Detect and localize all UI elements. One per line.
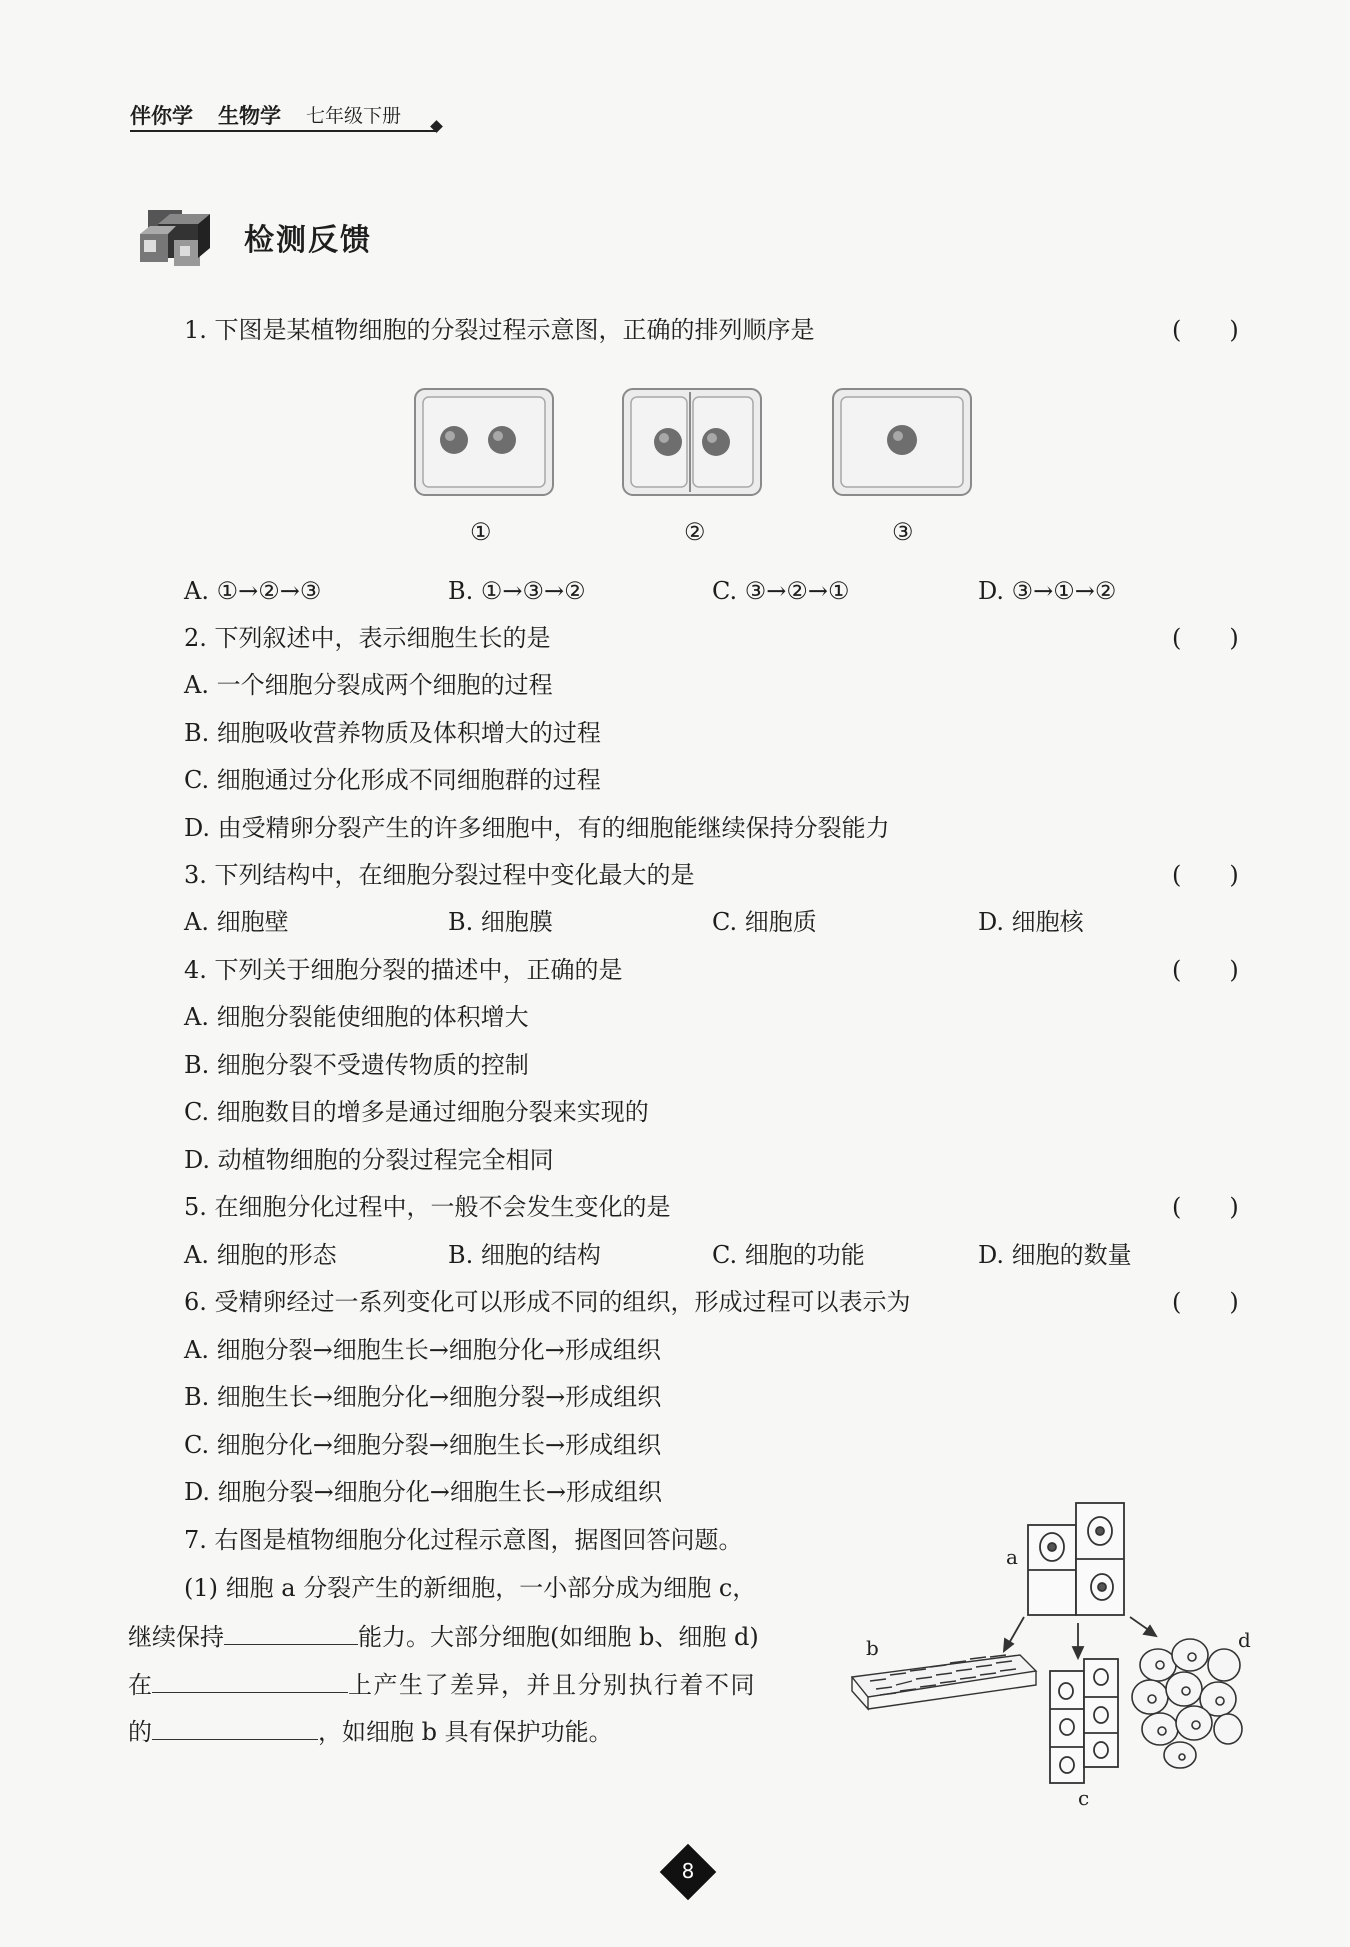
q7-cell-d-group <box>1132 1639 1242 1768</box>
q7-cell-c-group <box>1050 1659 1118 1783</box>
page-number: 8 <box>681 1859 695 1883</box>
q6-option-c[interactable]: C. 细胞分化→细胞分裂→细胞生长→形成组织 <box>184 1431 662 1459</box>
q7-blank-3[interactable] <box>152 1717 318 1740</box>
cube-icon <box>130 196 240 274</box>
q7-cell-a-group <box>1028 1503 1124 1615</box>
q4-answer-paren[interactable]: ( ) <box>1172 956 1239 984</box>
q2-option-b[interactable]: B. 细胞吸收营养物质及体积增大的过程 <box>184 719 601 747</box>
q4-option-d[interactable]: D. 动植物细胞的分裂过程完全相同 <box>184 1146 554 1174</box>
header-rule <box>130 130 436 132</box>
q5-option-a[interactable]: A. 细胞的形态 <box>184 1241 337 1269</box>
q4-option-b[interactable]: B. 细胞分裂不受遗传物质的控制 <box>184 1051 529 1079</box>
header-brand: 伴你学 <box>130 104 193 128</box>
q4-option-a[interactable]: A. 细胞分裂能使细胞的体积增大 <box>184 1003 529 1031</box>
q2-option-c[interactable]: C. 细胞通过分化形成不同细胞群的过程 <box>184 766 601 794</box>
q2-option-d[interactable]: D. 由受精卵分裂产生的许多细胞中，有的细胞能继续保持分裂能力 <box>184 814 890 842</box>
section-title: 检测反馈 <box>244 223 372 258</box>
q1-cell-2 <box>620 386 764 498</box>
q1-figure-label-3: ③ <box>892 518 914 546</box>
q7-figure-label-d: d <box>1238 1628 1251 1652</box>
q7-stem: 7. 右图是植物细胞分化过程示意图，据图回答问题。 <box>184 1526 743 1554</box>
q7-blank-1[interactable] <box>224 1622 358 1645</box>
q1-option-b[interactable]: B. ①→③→② <box>448 577 586 605</box>
q7-figure-label-c: c <box>1078 1786 1090 1810</box>
q7-line3-prefix: 在 <box>128 1671 152 1699</box>
q2-option-a[interactable]: A. 一个细胞分裂成两个细胞的过程 <box>184 671 553 699</box>
q3-option-a[interactable]: A. 细胞壁 <box>184 908 289 936</box>
q3-answer-paren[interactable]: ( ) <box>1172 861 1239 889</box>
q3-option-c[interactable]: C. 细胞质 <box>712 908 817 936</box>
q3-option-d[interactable]: D. 细胞核 <box>978 908 1084 936</box>
q7-arrows <box>1004 1617 1156 1658</box>
q5-option-d[interactable]: D. 细胞的数量 <box>978 1241 1132 1269</box>
q7-part1-line3 <box>128 1670 756 1700</box>
q7-part1-line1: (1) 细胞 a 分裂产生的新细胞，一小部分成为细胞 c， <box>184 1574 757 1602</box>
q1-stem: 1. 下图是某植物细胞的分裂过程示意图，正确的排列顺序是 <box>184 316 815 344</box>
page-number-badge <box>668 1852 708 1892</box>
q6-option-d[interactable]: D. 细胞分裂→细胞分化→细胞生长→形成组织 <box>184 1478 662 1506</box>
q6-answer-paren[interactable]: ( ) <box>1172 1288 1239 1316</box>
q1-answer-paren[interactable]: ( ) <box>1172 316 1239 344</box>
q1-cell-1 <box>412 386 556 498</box>
q1-figure-label-2: ② <box>684 518 706 546</box>
q5-option-c[interactable]: C. 细胞的功能 <box>712 1241 865 1269</box>
q7-blank-2[interactable] <box>152 1670 348 1693</box>
q7-part1-line2 <box>128 1622 759 1652</box>
q7-figure-label-a: a <box>1006 1545 1018 1569</box>
q6-stem: 6. 受精卵经过一系列变化可以形成不同的组织，形成过程可以表示为 <box>184 1288 911 1316</box>
q1-figure-label-1: ① <box>470 518 492 546</box>
q5-answer-paren[interactable]: ( ) <box>1172 1193 1239 1221</box>
q7-line2-suffix: 能力。大部分细胞(如细胞 b、细胞 d) <box>358 1623 759 1651</box>
q7-figure-label-b: b <box>866 1636 879 1660</box>
q1-option-a[interactable]: A. ①→②→③ <box>184 577 322 605</box>
q3-stem: 3. 下列结构中，在细胞分裂过程中变化最大的是 <box>184 861 695 889</box>
q3-option-b[interactable]: B. 细胞膜 <box>448 908 553 936</box>
q6-option-a[interactable]: A. 细胞分裂→细胞生长→细胞分化→形成组织 <box>184 1336 661 1364</box>
q7-line4-prefix: 的 <box>128 1718 152 1746</box>
header-subject: 生物学 <box>218 104 281 128</box>
q4-stem: 4. 下列关于细胞分裂的描述中，正确的是 <box>184 956 623 984</box>
q1-option-d[interactable]: D. ③→①→② <box>978 577 1117 605</box>
q4-option-c[interactable]: C. 细胞数目的增多是通过细胞分裂来实现的 <box>184 1098 649 1126</box>
q1-option-c[interactable]: C. ③→②→① <box>712 577 850 605</box>
q7-cell-b-tissue <box>852 1655 1036 1709</box>
q6-option-b[interactable]: B. 细胞生长→细胞分化→细胞分裂→形成组织 <box>184 1383 662 1411</box>
q7-differentiation-figure <box>840 1495 1260 1810</box>
q5-option-b[interactable]: B. 细胞的结构 <box>448 1241 601 1269</box>
q7-line3-suffix: 上产生了差异，并且分别执行着不同 <box>348 1671 756 1699</box>
q7-line2-prefix: 继续保持 <box>128 1623 224 1651</box>
q7-part1-line4 <box>128 1717 613 1747</box>
q7-line4-suffix: ，如细胞 b 具有保护功能。 <box>318 1718 613 1746</box>
q2-stem: 2. 下列叙述中，表示细胞生长的是 <box>184 624 551 652</box>
q2-answer-paren[interactable]: ( ) <box>1172 624 1239 652</box>
q1-cell-3 <box>830 386 974 498</box>
q5-stem: 5. 在细胞分化过程中，一般不会发生变化的是 <box>184 1193 671 1221</box>
header-grade: 七年级下册 <box>306 105 402 127</box>
